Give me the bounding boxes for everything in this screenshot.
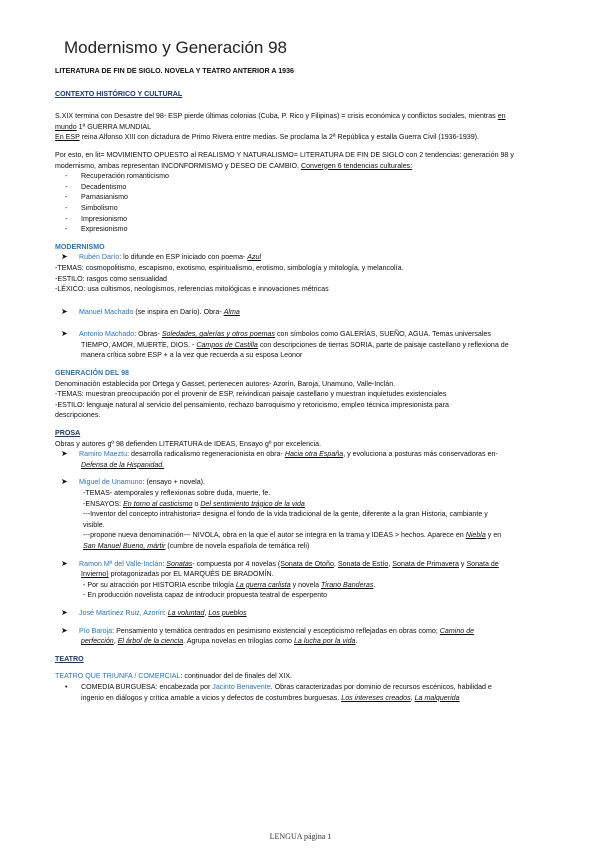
list-item: - Impresionismo <box>65 214 128 223</box>
paragraph-line: S.XIX termina con Desastre del 98- ESP pierde últimas colonias (Cuba, P. Rico y Filipinas) = crisis económica y conflictos sociales, mientras en <box>55 112 506 121</box>
page-title: Modernismo y Generación 98 <box>64 38 288 57</box>
paragraph-line: ---Inventor del concepto intrahistoria= designa el fondo de la vida tradicional de la gente, diferente a la gran Historia, cambiante y <box>83 510 488 519</box>
list-item: - Expresionismo <box>65 225 128 234</box>
list-item: ➤ Rubén Darío: lo difunde en ESP iniciado con poema- Azul <box>55 252 561 263</box>
list-item: ➤ Antonio Machado: Obras- Soledades, galerías y otros poemas con símbolos como GALERÍAS, SUEÑO, AGUA. Temas universales <box>55 329 561 340</box>
paragraph-line: En ESP reina Alfonso XIII con dictadura de Primo Rivera entre medias. Se proclama la 2ª República y estalla Guerra Civil (1936-1939). <box>55 133 480 142</box>
paragraph-line: -LÉXICO: usa cultismos, neologismos, referencias mitológicas e innovaciones métricas <box>55 285 329 294</box>
paragraph-line: ingenio en diálogos y crítica amable a vicios y defectos de costumbres burguesas. Los intereses creados, La malquerida <box>81 693 460 702</box>
arrow-bullet-icon: ➤ <box>61 558 68 568</box>
paragraph-line: TEATRO QUE TRIUNFA / COMERCIAL: continuador del de finales del XIX. <box>55 672 293 681</box>
heading-contexto: CONTEXTO HISTÓRICO Y CULTURAL <box>55 89 183 98</box>
arrow-bullet-icon: ➤ <box>61 607 68 617</box>
paragraph-line: Defensa de la Hispanidad. <box>81 460 165 469</box>
list-item: ➤ Pío Baroja: Pensamiento y temática centrados en pesimismo existencial y escepticismo reflejadas en obras como; Camino de <box>55 626 561 637</box>
paragraph-line: modernismo, ambas representan INCONFORMISMO y DESEO DE CAMBIO. Convergen 6 tendencias culturales: <box>55 161 413 170</box>
heading-teatro: TEATRO <box>55 654 84 663</box>
paragraph-line: Por esto, en lit= MOVIMIENTO OPUESTO al REALISMO Y NATURALISMO= LITERATURA DE FIN DE SIGLO con 2 tendencias: generación 98 y <box>55 150 514 159</box>
paragraph-line: -ESTILO: rasgos como sensualidad <box>55 274 167 283</box>
list-item: - Decadentismo <box>65 182 127 191</box>
page-footer: LENGUA página 1 <box>269 832 332 841</box>
subtitle: LITERATURA DE FIN DE SIGLO. NOVELA Y TEATRO ANTERIOR A 1936 <box>55 67 294 75</box>
bullet-dot-icon: • <box>65 682 68 691</box>
list-item: - Parnasianismo <box>65 193 128 202</box>
list-item: ➤ José Martínez Ruiz, Azorín: La voluntad, Los pueblos <box>55 608 561 619</box>
arrow-bullet-icon: ➤ <box>61 329 68 339</box>
list-item: ➤ Manuel Machado (se inspira en Darío). Obra- Alma <box>55 307 561 318</box>
arrow-bullet-icon: ➤ <box>61 306 68 316</box>
paragraph-line: San Manuel Bueno, mártir (cumbre de novela española de temática reli) <box>83 541 310 550</box>
arrow-bullet-icon: ➤ <box>61 449 68 459</box>
paragraph-line: Invierno) protagonizadas por EL MARQUÉS DE BRADOMÍN. <box>81 570 274 579</box>
paragraph-line: -TEMAS: muestran preocupación por el provenir de ESP, reivindican paisaje castellano y muestran inquietudes existenciales <box>55 390 447 399</box>
paragraph-line: TIEMPO, AMOR, MUERTE, DIOS. - Campos de Castilla con descripciones de tierras SORIA, parte de paisaje castellano y reflexiona de <box>81 340 509 349</box>
heading-modernismo: MODERNISMO <box>55 242 105 251</box>
paragraph-line: -ESTILO: lenguaje natural al servicio del pensamiento, rechazo barroquismo y retoricismo, empleo técnica impresionista para <box>55 400 449 409</box>
paragraph-line: Denominación establecida por Ortega y Gasset, pertenecen autores- Azorín, Baroja, Unamuno, Valle-Inclán. <box>55 379 396 388</box>
paragraph-line: - En producción novelista capaz de introducir propuesta teatral de esperpento <box>83 591 328 600</box>
list-item: ➤ Ramon Mª del Valle-Inclán: Sonatas- compuesta por 4 novelas (Sonata de Otoño, Sonata de Estío, Sonata de Primavera y Sonata de <box>55 559 561 570</box>
paragraph-line: perfección, El árbol de la ciencia. Agrupa novelas en trilogías como La lucha por la vida. <box>81 637 358 646</box>
paragraph-line: visible. <box>83 520 105 529</box>
list-item: ➤ Miguel de Unamuno: (ensayo + novela). <box>55 477 561 488</box>
paragraph-line: manera crítica sobre ESP + a la vez que recuerda a su esposa Leonor <box>81 351 303 360</box>
list-item: - Recuperación romanticismo <box>65 172 169 181</box>
list-item: ➤ Ramiro Maeztu: desarrolla radicalismo regeneracionista en obra- Hacia otra España, y evoluciona a posturas más conservadoras en- <box>55 449 561 460</box>
arrow-bullet-icon: ➤ <box>61 625 68 635</box>
heading-prosa: PROSA <box>55 429 81 438</box>
paragraph-line: mundo 1ª GUERRA MUNDIAL <box>55 122 152 131</box>
paragraph-line: ---propone nueva denominación--- NIVOLA, obra en la que el autor se integra en la trama y IDEAS > hechos. Aparece en Niebla y en <box>83 531 502 540</box>
paragraph-line: Obras y autores gº 98 defienden LITERATURA de IDEAS, Ensayo gº por excelencia. <box>55 439 322 448</box>
paragraph-line: -TEMAS: cosmopolitismo, escapismo, exotismo, espiritualismo, erotismo, simbología y mitología, y melancolía. <box>55 263 404 272</box>
document-body <box>55 66 561 703</box>
list-item: • COMEDIA BURGUESA: encabezada por Jacinto Benavente. Obras caracterizadas por dominio de recursos escénicos, habilidad e <box>55 682 561 693</box>
paragraph-line: descripciones. <box>55 411 101 420</box>
paragraph-line: -TEMAS- atemporales y reflexionas sobre duda, muerte, fe. <box>83 489 271 497</box>
paragraph-line: - Por su atracción por HISTORIA escribe trilogía La guerra carlista y novela Tirano Banderas. <box>83 580 376 589</box>
arrow-bullet-icon: ➤ <box>61 252 68 262</box>
list-item: - Simbolismo <box>65 203 118 212</box>
arrow-bullet-icon: ➤ <box>61 477 68 487</box>
paragraph-line: -ENSAYOS: En torno al casticismo o Del sentimiento trágico de la vida <box>83 499 305 508</box>
heading-generacion-98: GENERACIÓN DEL 98 <box>55 369 129 378</box>
